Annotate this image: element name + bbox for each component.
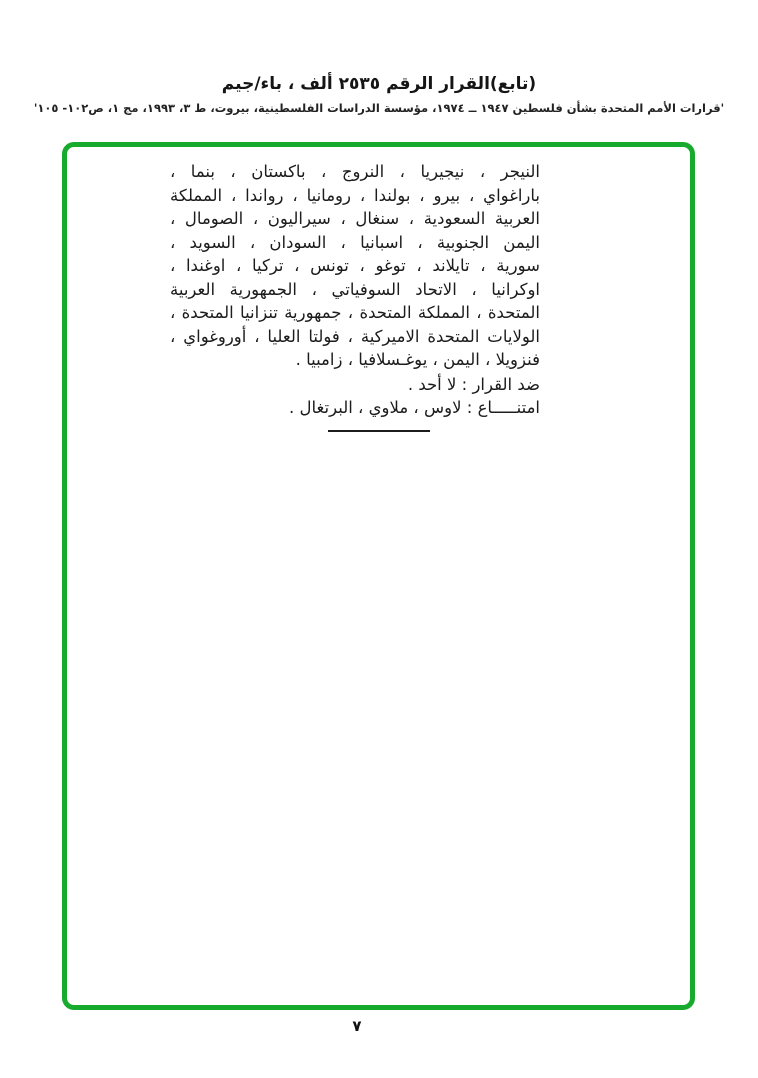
abstentions-line: امتنـــــاع : لاوس ، ملاوي ، البرتغال . [289, 398, 540, 417]
paragraph-line: باراغواي ، بيرو ، بولندا ، رومانيا ، رواندا ، المملكة [170, 185, 540, 205]
paragraph-last-line: فنزويلا ، اليمن ، يوغـسلافيا ، زامبيا . [295, 350, 540, 369]
section-divider-rule [328, 430, 430, 432]
paragraph-line: اوكرانيا ، الاتحاد السوفياتي ، الجمهورية العربية [170, 279, 540, 299]
paragraph-line: الولايات المتحدة الاميركية ، فولتا العليا ، أوروغواي ، [170, 326, 540, 346]
paragraph-line: اليمن الجنوبية ، اسبانيا ، السودان ، السويد ، [170, 232, 540, 252]
paragraph-line: سورية ، تايلاند ، توغو ، تونس ، تركيا ، اوغندا ، [170, 256, 540, 275]
voting-countries-paragraph [170, 160, 540, 420]
source-citation: 'قرارات الأمم المتحدة بشأن فلسطين ١٩٤٧ ــ ١٩٧٤، مؤسسة الدراسات الفلسطينية، بيروت، ط ٣، ١٩٩٣، مج ١، ص١٠٢- ١٠٥' [33, 101, 725, 115]
resolution-title: (تابع)القرار الرقم ٢٥٣٥ ألف ، باء/جيم [221, 74, 537, 94]
paragraph-line: المتحدة ، المملكة المتحدة ، جمهورية تنزانيا المتحدة ، [170, 303, 540, 322]
paragraph-line: النيجر ، نيجيريا ، النروج ، باكستان ، بنما ، [170, 162, 540, 181]
paragraph-line: العربية السعودية ، سنغال ، سيراليون ، الصومال ، [170, 209, 540, 228]
votes-against-line: ضد القرار : لا أحد . [407, 374, 540, 394]
page-number: ٧ [352, 1017, 362, 1035]
